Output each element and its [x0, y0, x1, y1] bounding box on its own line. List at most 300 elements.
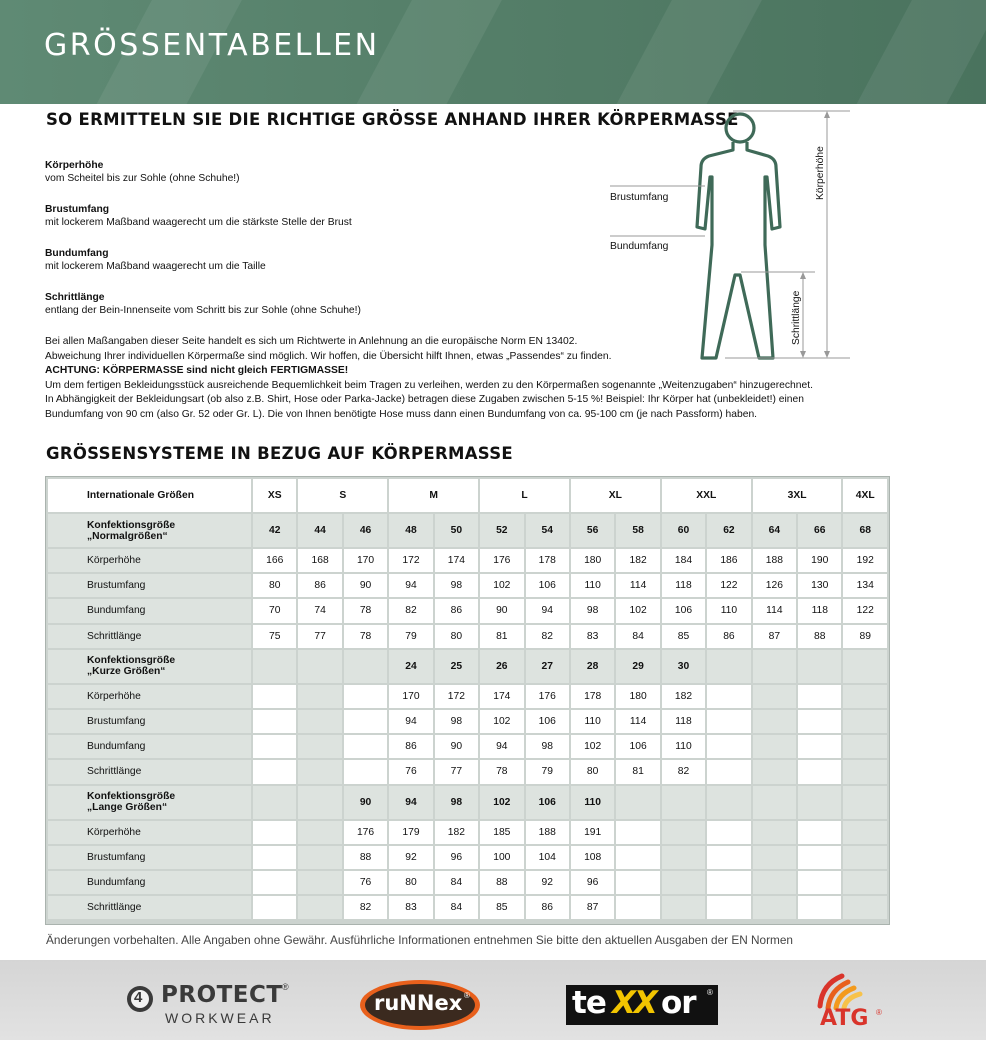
value-cell: 102	[616, 599, 659, 622]
value-cell	[616, 846, 659, 869]
section-label-line: „Normalgrößen“	[87, 530, 168, 542]
int-size-cell: XL	[571, 479, 660, 512]
value-cell: 86	[298, 574, 341, 597]
size-cell: 26	[480, 650, 523, 683]
size-cell: 24	[389, 650, 432, 683]
value-cell: 180	[571, 549, 614, 572]
size-cell: 29	[616, 650, 659, 683]
size-cell: 68	[843, 514, 887, 547]
section-size-row	[48, 514, 887, 547]
int-size-cell: 4XL	[843, 479, 887, 512]
value-cell	[253, 821, 296, 844]
definition-term: Körperhöhe	[45, 160, 104, 171]
size-cell: 25	[435, 650, 478, 683]
size-cell	[298, 786, 341, 819]
row-label: Brustumfang	[48, 846, 251, 869]
value-cell: 102	[480, 574, 523, 597]
value-cell: 89	[843, 625, 887, 648]
row-label: Brustumfang	[48, 574, 251, 597]
value-cell: 174	[435, 549, 478, 572]
figure-label-bund: Bundumfang	[610, 241, 669, 252]
protect-logo-number: 4	[134, 989, 143, 1006]
value-cell: 94	[389, 574, 432, 597]
value-cell: 82	[344, 896, 387, 919]
value-cell	[798, 821, 841, 844]
value-cell	[298, 760, 341, 783]
value-cell: 166	[253, 549, 296, 572]
value-cell: 172	[435, 685, 478, 708]
size-cell	[707, 650, 750, 683]
value-cell: 92	[526, 871, 569, 894]
value-cell: 110	[662, 735, 705, 758]
size-cell: 62	[707, 514, 750, 547]
value-cell: 88	[344, 846, 387, 869]
table-row	[48, 549, 887, 572]
value-cell	[707, 896, 750, 919]
definition-text: vom Scheitel bis zur Sohle (ohne Schuhe!)	[45, 173, 240, 184]
row-label: Körperhöhe	[48, 821, 251, 844]
table-row	[48, 625, 887, 648]
texxor-logo-text-xx: XX	[612, 985, 656, 1021]
value-cell	[798, 846, 841, 869]
banner-stripe	[827, 0, 986, 104]
value-cell: 86	[707, 625, 750, 648]
value-cell: 98	[571, 599, 614, 622]
size-cell: 44	[298, 514, 341, 547]
size-cell	[798, 786, 841, 819]
value-cell: 78	[344, 599, 387, 622]
section-label	[48, 514, 251, 547]
size-cell	[616, 786, 659, 819]
value-cell: 170	[344, 549, 387, 572]
section-label-line: Konfektionsgröße	[87, 519, 176, 531]
value-cell	[753, 821, 796, 844]
value-cell: 106	[526, 574, 569, 597]
note-warning: ACHTUNG: KÖRPERMASSE sind nicht gleich FERTIGMASSE!	[45, 365, 349, 376]
size-cell: 42	[253, 514, 296, 547]
value-cell	[344, 735, 387, 758]
value-cell: 186	[707, 549, 750, 572]
size-cell: 27	[526, 650, 569, 683]
value-cell	[616, 896, 659, 919]
table-row	[48, 760, 887, 783]
size-cell: 58	[616, 514, 659, 547]
texxor-logo-text-start: te	[572, 985, 606, 1021]
size-cell: 28	[571, 650, 614, 683]
value-cell: 170	[389, 685, 432, 708]
value-cell: 182	[662, 685, 705, 708]
value-cell: 75	[253, 625, 296, 648]
note-line: Um dem fertigen Bekleidungsstück ausreichende Bequemlichkeit beim Tragen zu verleihen, werden zu den Körpermaßen sogenannte „Weitenzugaben“ hinzugerechnet.	[45, 379, 813, 391]
value-cell	[344, 710, 387, 733]
value-cell: 178	[571, 685, 614, 708]
size-table-container	[45, 476, 890, 925]
value-cell: 84	[435, 896, 478, 919]
value-cell: 85	[662, 625, 705, 648]
value-cell: 134	[843, 574, 887, 597]
section-label-line: „Lange Größen“	[87, 802, 168, 813]
int-size-cell: S	[298, 479, 387, 512]
value-cell	[298, 710, 341, 733]
size-cell: 56	[571, 514, 614, 547]
value-cell	[843, 710, 887, 733]
value-cell	[616, 871, 659, 894]
value-cell	[843, 871, 887, 894]
row-label: Bundumfang	[48, 871, 251, 894]
value-cell: 80	[253, 574, 296, 597]
note-line: Bundumfang von 90 cm (also Gr. 52 oder Gr. L). Die von Ihnen benötigte Hose muss dann einen Bundumfang von ca. 95-100 cm (je nach Passform) haben.	[45, 408, 758, 420]
value-cell	[253, 871, 296, 894]
size-cell: 98	[435, 786, 478, 819]
size-cell: 54	[526, 514, 569, 547]
definition-term: Brustumfang	[45, 204, 110, 215]
value-cell: 110	[707, 599, 750, 622]
value-cell	[662, 896, 705, 919]
value-cell: 78	[344, 625, 387, 648]
row-label: Schrittlänge	[48, 625, 251, 648]
figure-label-brust: Brustumfang	[610, 192, 669, 203]
value-cell	[798, 710, 841, 733]
table-row	[48, 846, 887, 869]
value-cell: 84	[616, 625, 659, 648]
value-cell	[753, 710, 796, 733]
banner-stripe	[587, 0, 783, 104]
body-measurement-figure	[605, 105, 865, 365]
value-cell: 76	[344, 871, 387, 894]
value-cell: 191	[571, 821, 614, 844]
value-cell: 98	[526, 735, 569, 758]
table-row	[48, 871, 887, 894]
value-cell: 192	[843, 549, 887, 572]
value-cell	[753, 760, 796, 783]
value-cell: 118	[662, 574, 705, 597]
value-cell: 172	[389, 549, 432, 572]
size-cell	[753, 650, 796, 683]
atg-logo	[806, 970, 910, 1032]
value-cell	[707, 871, 750, 894]
value-cell: 184	[662, 549, 705, 572]
value-cell	[843, 685, 887, 708]
int-size-cell: M	[389, 479, 478, 512]
brand-logo-strip	[0, 960, 986, 1040]
size-cell: 60	[662, 514, 705, 547]
section-label	[48, 650, 251, 683]
note-line: Abweichung Ihrer individuellen Körpermaße sind möglich. Wir hoffen, die Übersicht hilft Ihnen, etwas „Passendes“ zu finden.	[45, 350, 612, 362]
value-cell: 83	[571, 625, 614, 648]
protect-logo-text: PROTECT	[161, 982, 283, 1008]
section-size-row	[48, 650, 887, 683]
row-label: Bundumfang	[48, 735, 251, 758]
value-cell: 122	[707, 574, 750, 597]
page-title: GRÖSSENTABELLEN	[44, 28, 380, 63]
value-cell	[798, 760, 841, 783]
table-row	[48, 574, 887, 597]
value-cell: 88	[798, 625, 841, 648]
value-cell: 179	[389, 821, 432, 844]
value-cell: 87	[753, 625, 796, 648]
value-cell: 86	[435, 599, 478, 622]
row-label: Brustumfang	[48, 710, 251, 733]
value-cell: 118	[798, 599, 841, 622]
size-cell	[253, 786, 296, 819]
value-cell: 188	[526, 821, 569, 844]
runnex-logo-text: ruNNex	[374, 991, 463, 1015]
header-banner	[0, 0, 986, 104]
value-cell	[843, 760, 887, 783]
section-label-line: Konfektionsgröße	[87, 655, 176, 667]
value-cell	[253, 896, 296, 919]
value-cell: 100	[480, 846, 523, 869]
value-cell: 110	[571, 574, 614, 597]
value-cell: 102	[571, 735, 614, 758]
value-cell: 79	[389, 625, 432, 648]
value-cell	[253, 760, 296, 783]
value-cell	[298, 685, 341, 708]
value-cell: 78	[480, 760, 523, 783]
size-table	[46, 477, 889, 921]
value-cell: 83	[389, 896, 432, 919]
value-cell: 80	[435, 625, 478, 648]
value-cell	[662, 871, 705, 894]
size-cell: 64	[753, 514, 796, 547]
value-cell: 130	[798, 574, 841, 597]
value-cell	[707, 760, 750, 783]
value-cell: 84	[435, 871, 478, 894]
value-cell	[344, 685, 387, 708]
value-cell: 176	[480, 549, 523, 572]
value-cell: 90	[435, 735, 478, 758]
section-title-measure: SO ERMITTELN SIE DIE RICHTIGE GRÖSSE ANHAND IHRER KÖRPERMASSE	[46, 110, 739, 129]
value-cell: 182	[435, 821, 478, 844]
section-title-sizes: GRÖSSENSYSTEME IN BEZUG AUF KÖRPERMASSE	[46, 444, 513, 463]
value-cell: 102	[480, 710, 523, 733]
value-cell	[753, 896, 796, 919]
texxor-logo-registered: ®	[707, 988, 713, 997]
size-cell: 90	[344, 786, 387, 819]
definition-term: Schrittlänge	[45, 292, 105, 303]
size-cell	[253, 650, 296, 683]
value-cell: 92	[389, 846, 432, 869]
value-cell: 70	[253, 599, 296, 622]
value-cell: 77	[435, 760, 478, 783]
value-cell: 86	[389, 735, 432, 758]
size-cell	[798, 650, 841, 683]
note-line: In Abhängigkeit der Bekleidungsart (ob also z.B. Shirt, Hose oder Parka-Jacke) betragen diese Zugaben zwischen 5-15 %! Beispiel: Ihr Körper hat (unbekleidet!) einen	[45, 394, 804, 405]
value-cell: 176	[526, 685, 569, 708]
value-cell: 180	[616, 685, 659, 708]
value-cell	[253, 846, 296, 869]
value-cell: 106	[526, 710, 569, 733]
value-cell	[298, 896, 341, 919]
table-row	[48, 896, 887, 919]
value-cell: 98	[435, 574, 478, 597]
section-label	[48, 786, 251, 819]
definition-term: Bundumfang	[45, 248, 109, 259]
row-label: Schrittlänge	[48, 896, 251, 919]
value-cell: 94	[480, 735, 523, 758]
value-cell: 81	[616, 760, 659, 783]
value-cell	[707, 846, 750, 869]
table-row	[48, 710, 887, 733]
size-cell: 50	[435, 514, 478, 547]
figure-label-koerperhoehe: Körperhöhe	[815, 146, 826, 200]
value-cell: 86	[526, 896, 569, 919]
int-size-cell: XXL	[662, 479, 751, 512]
value-cell: 114	[616, 574, 659, 597]
value-cell: 90	[344, 574, 387, 597]
value-cell	[616, 821, 659, 844]
int-size-cell: L	[480, 479, 569, 512]
size-cell: 106	[526, 786, 569, 819]
protect-logo-registered: ®	[282, 982, 289, 992]
value-cell: 168	[298, 549, 341, 572]
table-row	[48, 821, 887, 844]
texxor-logo-text-end: or	[661, 985, 696, 1021]
value-cell: 80	[571, 760, 614, 783]
row-label: Schrittlänge	[48, 760, 251, 783]
value-cell: 96	[571, 871, 614, 894]
value-cell: 82	[662, 760, 705, 783]
value-cell	[798, 871, 841, 894]
value-cell: 79	[526, 760, 569, 783]
size-cell: 94	[389, 786, 432, 819]
value-cell: 74	[298, 599, 341, 622]
int-size-row	[48, 479, 887, 512]
row-label: Internationale Größen	[48, 479, 251, 512]
value-cell	[707, 710, 750, 733]
value-cell: 174	[480, 685, 523, 708]
value-cell: 190	[798, 549, 841, 572]
value-cell: 182	[616, 549, 659, 572]
protect-workwear-logo	[125, 982, 295, 1026]
value-cell	[798, 735, 841, 758]
row-label: Körperhöhe	[48, 549, 251, 572]
size-cell	[707, 786, 750, 819]
size-cell	[662, 786, 705, 819]
table-row	[48, 735, 887, 758]
size-cell	[843, 786, 887, 819]
value-cell: 82	[526, 625, 569, 648]
size-cell: 46	[344, 514, 387, 547]
section-label-line: „Kurze Größen“	[87, 666, 166, 678]
definition-text: mit lockerem Maßband waagerecht um die stärkste Stelle der Brust	[45, 217, 352, 228]
value-cell	[707, 685, 750, 708]
value-cell: 94	[389, 710, 432, 733]
value-cell	[253, 710, 296, 733]
value-cell: 106	[616, 735, 659, 758]
atg-logo-text: ATG	[820, 1006, 869, 1031]
value-cell	[298, 821, 341, 844]
atg-logo-registered: ®	[876, 1008, 882, 1017]
size-cell: 52	[480, 514, 523, 547]
runnex-logo-registered: ®	[464, 991, 470, 1000]
value-cell: 185	[480, 821, 523, 844]
size-cell	[344, 650, 387, 683]
value-cell: 98	[435, 710, 478, 733]
value-cell: 80	[389, 871, 432, 894]
runnex-logo	[358, 978, 482, 1032]
value-cell	[298, 735, 341, 758]
value-cell: 96	[435, 846, 478, 869]
value-cell: 108	[571, 846, 614, 869]
value-cell	[843, 896, 887, 919]
value-cell	[298, 846, 341, 869]
value-cell	[798, 685, 841, 708]
value-cell: 118	[662, 710, 705, 733]
size-cell	[298, 650, 341, 683]
protect-logo-subtext: WORKWEAR	[165, 1010, 275, 1026]
value-cell: 114	[616, 710, 659, 733]
value-cell: 104	[526, 846, 569, 869]
value-cell: 81	[480, 625, 523, 648]
row-label: Körperhöhe	[48, 685, 251, 708]
section-size-row	[48, 786, 887, 819]
table-row	[48, 599, 887, 622]
int-size-cell: XS	[253, 479, 296, 512]
body-silhouette-icon	[605, 105, 865, 365]
value-cell	[753, 685, 796, 708]
int-size-cell: 3XL	[753, 479, 842, 512]
atg-flame-icon	[812, 970, 872, 1010]
size-cell	[843, 650, 887, 683]
value-cell: 94	[526, 599, 569, 622]
value-cell	[253, 685, 296, 708]
size-cell: 110	[571, 786, 614, 819]
size-cell	[753, 786, 796, 819]
size-cell: 48	[389, 514, 432, 547]
definition-text: mit lockerem Maßband waagerecht um die Taille	[45, 261, 266, 272]
value-cell: 106	[662, 599, 705, 622]
figure-label-schritt: Schrittlänge	[791, 290, 802, 345]
value-cell	[662, 846, 705, 869]
value-cell: 90	[480, 599, 523, 622]
value-cell	[753, 846, 796, 869]
value-cell	[843, 821, 887, 844]
value-cell: 110	[571, 710, 614, 733]
value-cell: 87	[571, 896, 614, 919]
size-cell: 102	[480, 786, 523, 819]
value-cell	[753, 735, 796, 758]
row-label: Bundumfang	[48, 599, 251, 622]
note-line: Bei allen Maßangaben dieser Seite handelt es sich um Richtwerte in Anlehnung an die europäische Norm EN 13402.	[45, 336, 578, 347]
value-cell	[753, 871, 796, 894]
value-cell	[662, 821, 705, 844]
value-cell: 176	[344, 821, 387, 844]
value-cell: 76	[389, 760, 432, 783]
value-cell: 114	[753, 599, 796, 622]
value-cell	[253, 735, 296, 758]
value-cell	[798, 896, 841, 919]
size-cell: 66	[798, 514, 841, 547]
value-cell	[707, 735, 750, 758]
texxor-logo	[566, 985, 718, 1025]
size-cell: 30	[662, 650, 705, 683]
value-cell	[843, 735, 887, 758]
value-cell	[298, 871, 341, 894]
value-cell	[707, 821, 750, 844]
measurement-definitions	[45, 159, 605, 317]
disclaimer-note: Änderungen vorbehalten. Alle Angaben ohne Gewähr. Ausführliche Informationen entnehmen Sie bitte den aktuellen Ausgaben der EN Normen	[46, 933, 793, 947]
table-row	[48, 685, 887, 708]
value-cell: 77	[298, 625, 341, 648]
value-cell: 88	[480, 871, 523, 894]
value-cell	[344, 760, 387, 783]
value-cell: 82	[389, 599, 432, 622]
section-label-line: Konfektionsgröße	[87, 791, 176, 802]
value-cell: 126	[753, 574, 796, 597]
value-cell: 85	[480, 896, 523, 919]
value-cell	[843, 846, 887, 869]
